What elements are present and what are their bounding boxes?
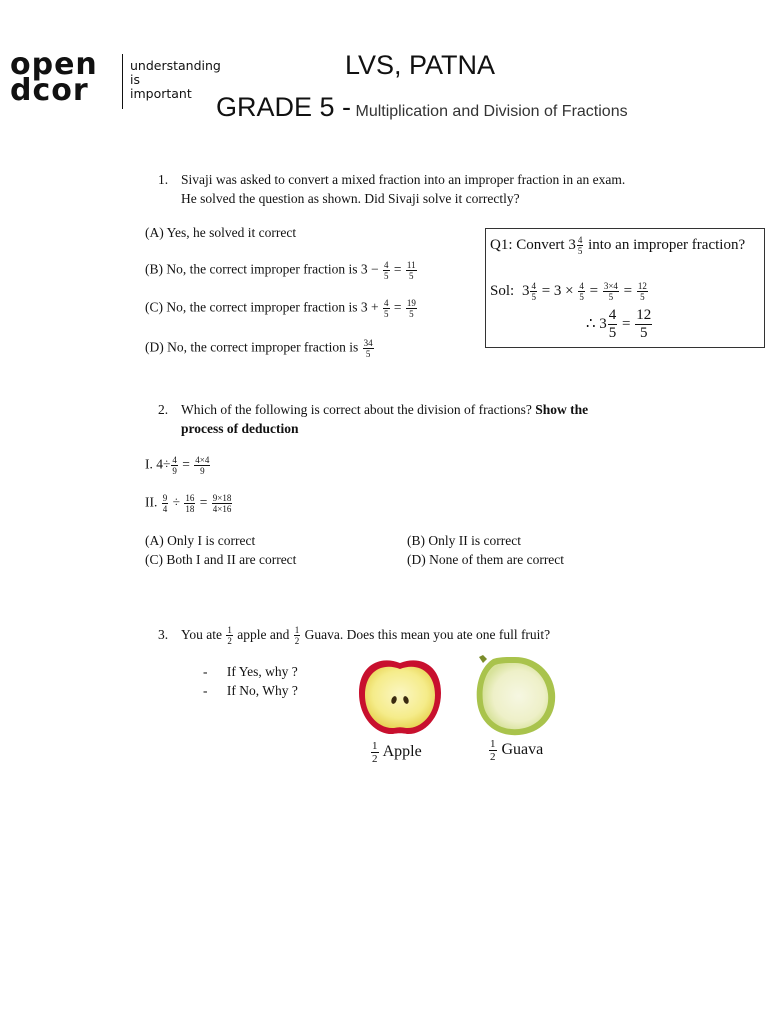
q1-c-whole: 3 <box>360 299 368 315</box>
q1-text-line-2: He solved the question as shown. Did Sivaji solve it correctly? <box>181 191 520 206</box>
therefore-result: $\frac{12}{5}$ <box>636 307 652 341</box>
q1-c-op: + <box>371 299 379 315</box>
apple-half-image <box>355 655 445 737</box>
logo-word-open: open <box>10 47 98 82</box>
q1-b-whole: 3 <box>360 261 368 277</box>
tagline-line-2: is <box>130 72 140 87</box>
apple-half-fraction: $\frac{1}{2}$ <box>372 740 378 765</box>
box-solution-line: Sol: 3 $\frac{4}{5}$ = 3 × $\frac{4}{5}$ = $\frac{3\times 4}{5}$ = $\frac{12}{5}$ <box>490 281 647 302</box>
box-title: Q1: Convert 3 $\frac{4}{5}$ into an improper fraction? <box>490 235 746 256</box>
sol-frac-3: $\frac{3\times 4}{5}$ <box>603 281 618 302</box>
q1-option-d-text: (D) No, the correct improper fraction is <box>145 339 359 355</box>
q2-option-c[interactable]: (C) Both I and II are correct <box>145 552 297 567</box>
q1-option-a[interactable]: (A) Yes, he solved it correct <box>145 225 297 240</box>
q1-c-fraction: $\frac{4}{5}$ <box>384 298 389 319</box>
grade-label: GRADE 5 - <box>216 92 352 122</box>
q1-c-eq: = <box>393 299 402 315</box>
q3-text: You ate $\frac{1}{2}$ apple and $\frac{1}{2}$ Guava. Does this mean you ate one full fruit? <box>181 625 551 647</box>
q2-option-b[interactable]: (B) Only II is correct <box>407 533 521 548</box>
q1-b-fraction: $\frac{4}{5}$ <box>384 260 389 281</box>
stmt2-result: $\frac{9\times 18}{4\times 16}$ <box>212 493 232 514</box>
q2-number: 2. <box>158 402 169 417</box>
q1-d-result: $\frac{34}{5}$ <box>363 338 373 359</box>
tagline-line-3: important <box>130 86 192 101</box>
q3-half-1: $\frac{1}{2}$ <box>227 625 232 647</box>
stmt2-frac-2: $\frac{16}{18}$ <box>185 493 195 514</box>
q2-text-line-1: Which of the following is correct about the division of fractions? Show the <box>181 402 589 417</box>
grade-heading <box>216 92 628 123</box>
box-title-fraction: $\frac{4}{5}$ <box>577 235 583 256</box>
q3-bullet-2: - If No, Why ? <box>203 683 298 698</box>
guava-half-fraction: $\frac{1}{2}$ <box>490 738 496 763</box>
sol-frac-1: $\frac{4}{5}$ <box>531 281 536 302</box>
q1-option-c-text: (C) No, the correct improper fraction is <box>145 299 358 315</box>
q1-c-result: $\frac{19}{5}$ <box>406 298 416 319</box>
therefore-frac: $\frac{4}{5}$ <box>608 307 617 341</box>
q2-statement-2: II. $\frac{9}{4}$ ÷ $\frac{16}{18}$ = $\frac{9\times 18}{4\times 16}$ <box>145 493 232 514</box>
q1-option-b-text: (B) No, the correct improper fraction is <box>145 261 358 277</box>
sol-frac-4: $\frac{12}{5}$ <box>637 281 647 302</box>
q2-statement-1: I. 4÷ $\frac{4}{9}$ = $\frac{4\times 4}{9}$ <box>145 455 210 476</box>
q1-solution-box <box>485 228 765 348</box>
q1-number: 1. <box>158 172 169 187</box>
stmt2-frac-1: $\frac{9}{4}$ <box>162 493 168 514</box>
topic-label: Multiplication and Division of Fractions <box>355 103 628 120</box>
q1-b-op: − <box>371 261 379 277</box>
q2-text <box>181 400 701 438</box>
q3-number: 3. <box>158 627 169 642</box>
logo <box>10 47 98 108</box>
logo-divider <box>122 54 123 109</box>
apple-label: $\frac{1}{2}$ Apple <box>372 740 422 765</box>
q1-b-eq: = <box>393 261 402 277</box>
logo-word-door: dcor <box>10 73 89 108</box>
q1-option-b[interactable] <box>145 260 418 281</box>
q1-text-line-1: Sivaji was asked to convert a mixed fraction into an improper fraction in an exam. <box>181 172 626 187</box>
stmt1-frac: $\frac{4}{9}$ <box>172 455 177 476</box>
tagline-line-1: understanding <box>130 58 221 73</box>
guava-label: $\frac{1}{2}$ Guava <box>490 738 544 763</box>
guava-half-image <box>473 655 559 739</box>
logo-tagline <box>130 59 221 101</box>
q2-text-line-2: process of deduction <box>181 421 299 436</box>
q2-option-d[interactable]: (D) None of them are correct <box>407 552 565 567</box>
q3-half-2: $\frac{1}{2}$ <box>294 625 300 647</box>
stmt1-result: $\frac{4\times 4}{9}$ <box>195 455 210 476</box>
q1-text <box>181 170 701 208</box>
q1-option-d[interactable] <box>145 338 375 359</box>
school-title: LVS, PATNA <box>345 50 496 80</box>
box-therefore-line: ∴ 3 $\frac{4}{5}$ = $\frac{12}{5}$ <box>586 307 652 341</box>
q1-option-c[interactable] <box>145 298 418 319</box>
q2-option-a[interactable]: (A) Only I is correct <box>145 533 256 548</box>
sol-frac-2: $\frac{4}{5}$ <box>579 281 584 302</box>
q1-b-result: $\frac{11}{5}$ <box>406 260 416 281</box>
q3-bullet-1: - If Yes, why ? <box>203 664 298 679</box>
